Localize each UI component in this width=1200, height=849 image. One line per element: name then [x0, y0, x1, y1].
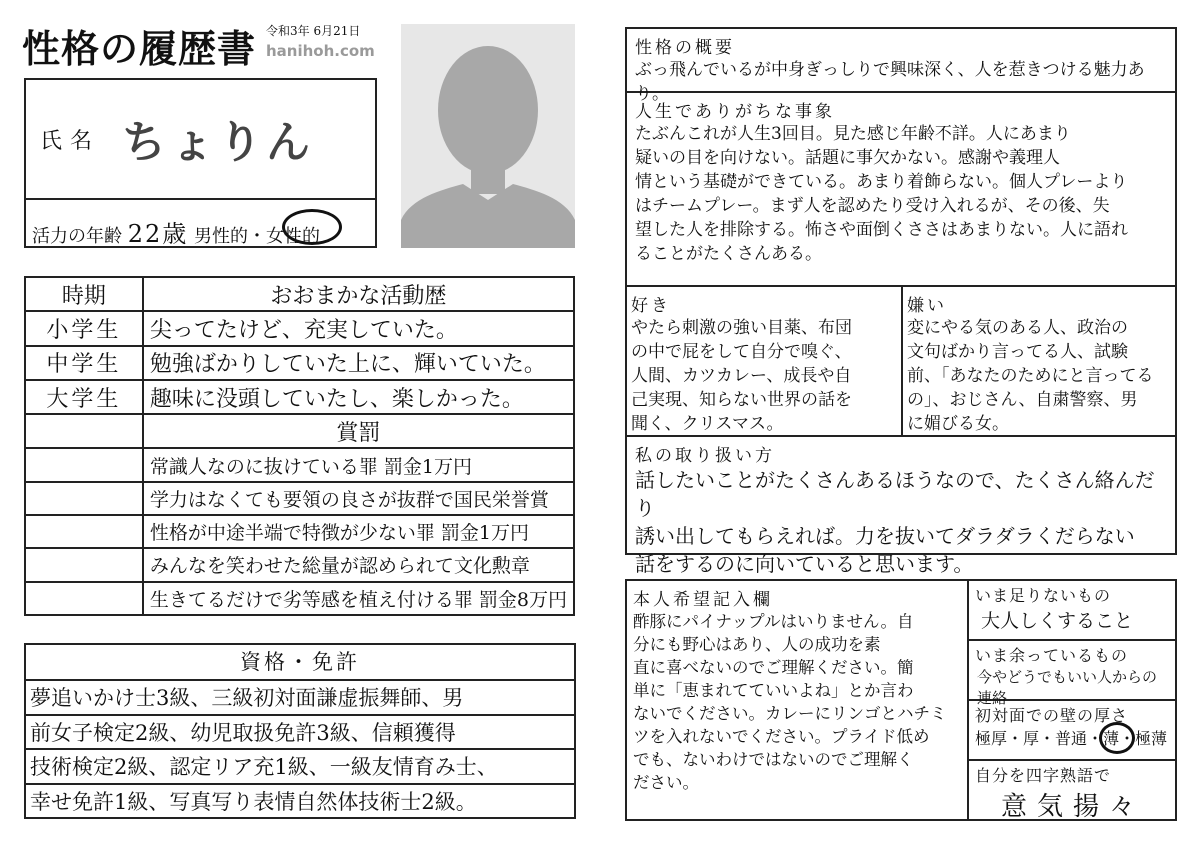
dislikes-line: 前、「あなたのためにと言ってる: [907, 366, 1154, 386]
award-cell: 学力はなくても要領の良さが抜群で国民栄誉賞: [143, 482, 574, 515]
wish-line: ださい。: [633, 773, 699, 792]
history-cell: 尖ってたけど、充実していた。: [143, 311, 574, 345]
handling-line: 話したいことがたくさんあるほうなので、たくさん絡んだり: [635, 468, 1155, 520]
table-row: [25, 380, 574, 414]
award-cell: 常識人なのに抜けている罪 罰金1万円: [143, 448, 574, 481]
handling-box: [625, 437, 1177, 576]
award-cell: みんなを笑わせた総量が認められて文化勲章: [143, 548, 574, 581]
empty-cell: [25, 582, 143, 615]
award-cell: 生きてるだけで劣等感を植え付ける罪 罰金8万円: [143, 582, 574, 615]
likes-label: 好き: [631, 296, 671, 316]
likes-section: [627, 287, 903, 435]
empty-cell: [25, 482, 143, 515]
likes-dislikes-box: [625, 287, 1177, 437]
person-silhouette-icon: [401, 24, 575, 248]
overview-label: 性格の概要: [635, 38, 735, 58]
name-value: ちょりん: [122, 117, 314, 168]
page-title: 性格の履歴書: [22, 27, 257, 71]
age-row: [32, 214, 320, 249]
lacking-label: いま足りないもの: [975, 586, 1112, 605]
lacking-value: 大人しくすること: [981, 610, 1134, 632]
period-cell: 大学生: [25, 380, 143, 414]
license-line: 技術検定2級、認定リア充1級、一級友情育み士、: [26, 750, 574, 785]
surplus-section: [969, 641, 1177, 707]
period-cell: 小学生: [25, 311, 143, 345]
idiom-label: 自分を四字熟語で: [975, 766, 1112, 785]
name-label: 氏名: [40, 129, 101, 154]
overview-text: ぶっ飛んでいるが中身ぎっしりで興味深く、人を惹きつける魅力あり。: [635, 60, 1145, 104]
col-header-period: 時期: [25, 277, 143, 311]
handling-line: 誘い出してもらえれば。力を抜いてダラダラくだらない: [635, 524, 1135, 548]
life-line: ることがたくさんある。: [635, 244, 822, 264]
life-line: 情という基礎ができている。あまり着飾らない。個人プレーより: [635, 172, 1128, 192]
history-cell: 勉強ばかりしていた上に、輝いていた。: [143, 346, 574, 380]
wall-options: 極厚・厚・普通・薄・極薄: [975, 729, 1168, 748]
wish-line: 直に喜べないのでご理解ください。簡: [633, 658, 914, 677]
wish-box: [625, 579, 1177, 821]
life-line: 望した人を排除する。怖さや面倒くささはあまりない。人に語れ: [635, 220, 1128, 240]
table-row: [25, 515, 574, 548]
empty-cell: [25, 414, 143, 448]
date-text: 令和3年 6月21日: [266, 24, 361, 38]
site-watermark: hanihoh.com: [266, 42, 375, 60]
overview-box: [625, 27, 1177, 104]
gender-selection-circle: [282, 209, 342, 245]
dislikes-line: 変にやる気のある人、政治の: [907, 318, 1128, 338]
table-row: [25, 582, 574, 615]
table-row: [25, 346, 574, 380]
wish-line: 単に「恵まれてていいよね」とか言わ: [633, 681, 914, 700]
wall-section: [969, 701, 1177, 761]
activity-table: [24, 276, 575, 616]
table-row: [25, 482, 574, 515]
likes-line: やたら刺激の強い目薬、布団: [631, 318, 852, 338]
handling-line: 話をするのに向いていると思います。: [635, 552, 974, 576]
license-header: 資格・免許: [26, 645, 574, 681]
likes-line: 人間、カツカレー、成長や自: [631, 366, 852, 386]
table-row: [25, 311, 574, 345]
license-line: 夢追いかけ士3級、三級初対面謙虚振舞師、男: [26, 681, 574, 716]
dislikes-label: 嫌い: [907, 296, 947, 316]
col-header-history: おおまかな活動歴: [143, 277, 574, 311]
life-line: たぶんこれが人生3回目。見た感じ年齢不詳。人にあまり: [635, 124, 1071, 144]
empty-cell: [25, 548, 143, 581]
wish-section: [627, 581, 969, 819]
dislikes-section: [903, 287, 1177, 435]
life-events-box: [625, 93, 1177, 287]
age-label: 活力の年齢: [32, 226, 122, 247]
wish-line: 分にも野心はあり、人の成功を素: [633, 635, 881, 654]
dislikes-line: に媚びる女。: [907, 414, 1009, 434]
wish-line: 酢豚にパイナップルはいりません。自: [633, 612, 914, 631]
table-row: [25, 448, 574, 481]
history-cell: 趣味に没頭していたし、楽しかった。: [143, 380, 574, 414]
life-events-label: 人生でありがちな事象: [635, 102, 835, 122]
wall-selection-circle: [1099, 722, 1135, 754]
wish-line: でも、ないわけではないのでご理解く: [633, 750, 914, 769]
wall-options-row: [975, 726, 1171, 749]
surplus-label: いま余っているもの: [975, 646, 1129, 665]
awards-header: 賞罰: [143, 414, 574, 448]
wall-label: 初対面での壁の厚さ: [975, 706, 1129, 725]
award-cell: 性格が中途半端で特徴が少ない罪 罰金1万円: [143, 515, 574, 548]
likes-line: の中で屁をして自分で嗅ぐ、: [631, 342, 852, 362]
wish-line: ないでください。カレーにリンゴとハチミ: [633, 704, 947, 723]
idiom-value: 意気揚々: [1000, 792, 1145, 822]
life-line: はチームプレー。まず人を認めたり受け入れるが、その後、失: [635, 196, 1110, 216]
license-line: 前女子検定2級、幼児取扱免許3級、信頼獲得: [26, 716, 574, 751]
avatar: [401, 24, 575, 248]
dislikes-line: 文句ばかり言ってる人、試験: [907, 342, 1128, 362]
lacking-section: [969, 581, 1177, 641]
handling-label: 私の取り扱い方: [635, 446, 775, 466]
dislikes-line: の」、おじさん、自粛警察、男: [907, 390, 1138, 410]
period-cell: 中学生: [25, 346, 143, 380]
wish-line: ツを入れないでください。プライド低め: [633, 727, 930, 746]
license-line: 幸せ免許1級、写真写り表情自然体技術士2級。: [30, 789, 477, 814]
table-row: [25, 548, 574, 581]
license-box: [24, 643, 576, 819]
likes-line: 己実現、知らない世界の話を: [631, 390, 852, 410]
age-value: 22歳: [127, 220, 189, 248]
surplus-value: 今やどうでもいい人からの連絡: [977, 668, 1158, 707]
name-box: [24, 78, 377, 248]
gender-options: 男性的・女性的: [194, 226, 321, 247]
divider: [26, 198, 375, 200]
wish-label: 本人希望記入欄: [633, 590, 773, 610]
empty-cell: [25, 448, 143, 481]
life-line: 疑いの目を向けない。話題に事欠かない。感謝や義理人: [635, 148, 1060, 168]
idiom-section: [969, 761, 1177, 822]
empty-cell: [25, 515, 143, 548]
likes-line: 聞く、クリスマス。: [631, 414, 784, 434]
